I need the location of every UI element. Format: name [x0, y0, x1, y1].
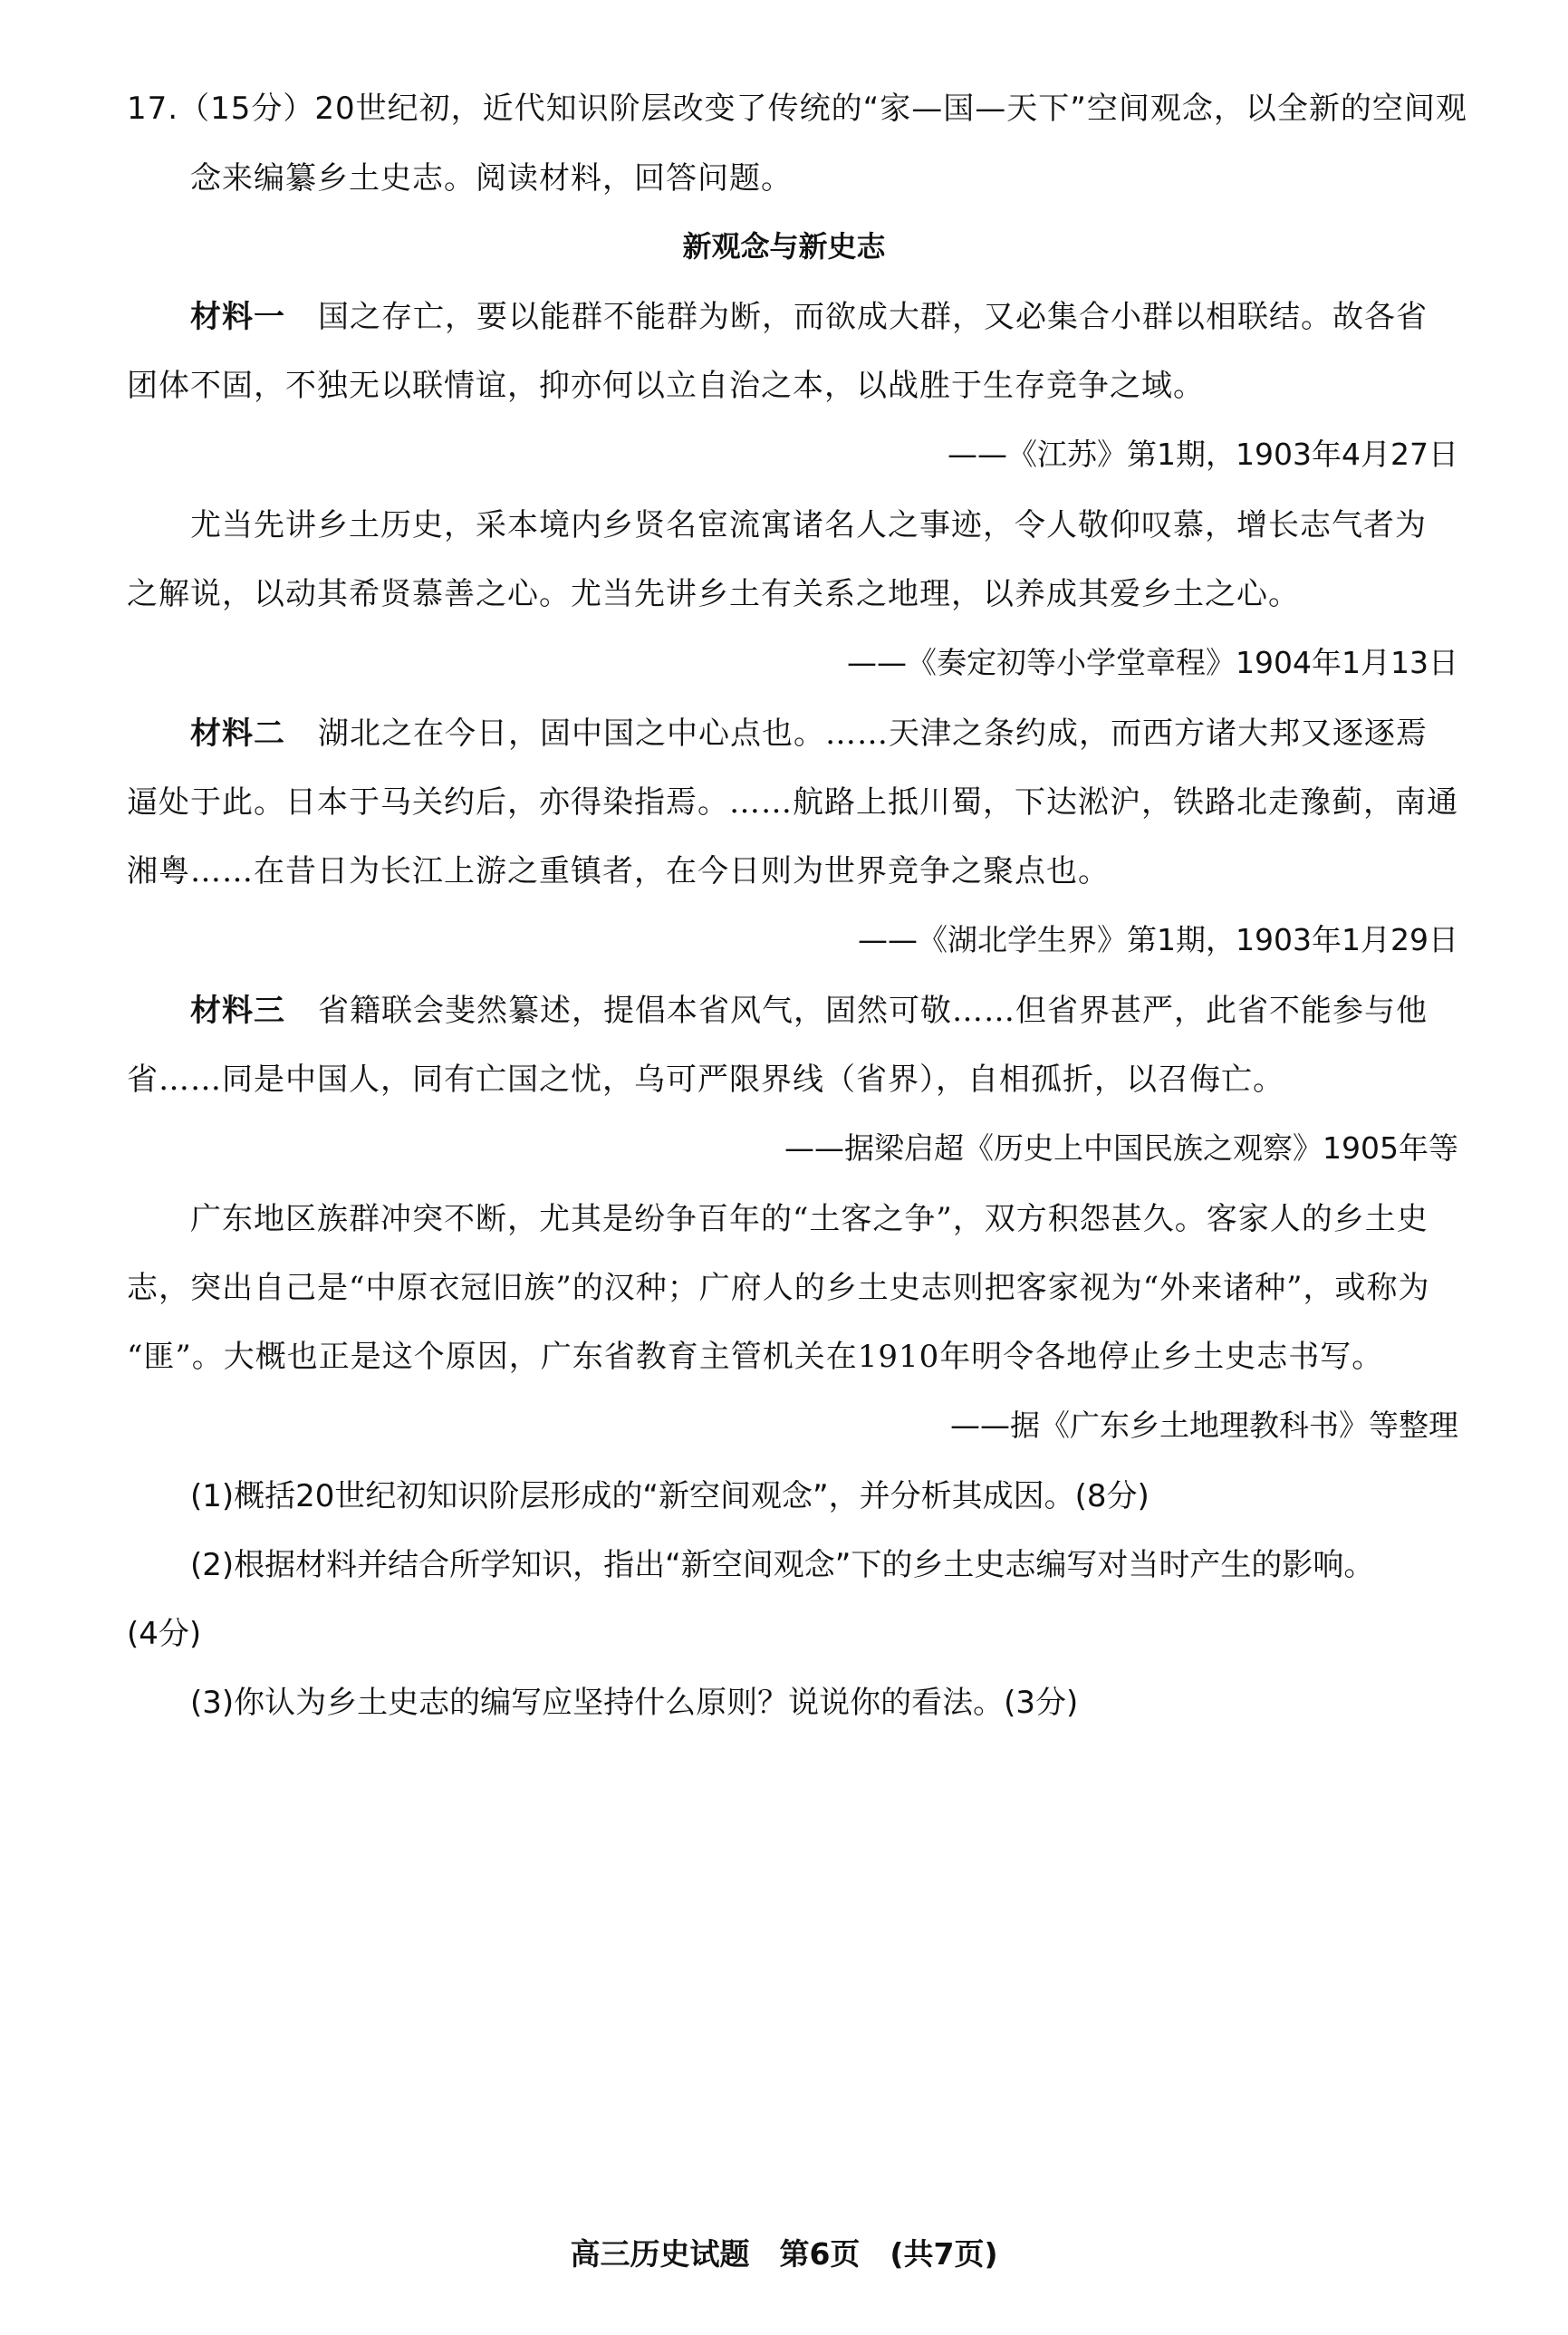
material3-line1 — [190, 991, 1458, 1031]
material2-line2: 逼处于此。日本于马关约后，亦得染指焉。……航路上抵川蜀，下达淞沪，铁路北走豫蓟，南通 — [127, 784, 1458, 821]
question-stem-line2: 念来编纂乡土史志。阅读材料，回答问题。 — [190, 160, 793, 197]
sub-question-2-line2: (4分) — [127, 1616, 202, 1652]
material1-source1: ——《江苏》第1期，1903年4月27日 — [948, 437, 1458, 472]
material3-p2-line3: “匪”。大概也正是这个原因，广东省教育主管机关在1910年明令各地停止乡土史志书写。 — [127, 1339, 1384, 1375]
material1-p2-line1: 尤当先讲乡土历史，采本境内乡贤名宦流寓诸名人之事迹，令人敬仰叹慕，增长志气者为 — [190, 507, 1427, 543]
material3-label: 材料三 — [190, 993, 285, 1029]
material2-label: 材料二 — [190, 716, 285, 752]
material1-p2-line2: 之解说，以动其希贤慕善之心。尤当先讲乡土有关系之地理，以养成其爱乡土之心。 — [127, 576, 1300, 612]
material1-line1 — [190, 297, 1458, 337]
question-number: 17.（15分） — [127, 91, 315, 127]
material1-source2: ——《奏定初等小学堂章程》1904年1月13日 — [847, 645, 1458, 680]
section-title: 新观念与新史志 — [682, 229, 886, 264]
material2-source: ——《湖北学生界》第1期，1903年1月29日 — [858, 922, 1458, 957]
material3-p2-line1: 广东地区族群冲突不断，尤其是纷争百年的“土客之争”，双方积怨甚久。客家人的乡土史 — [190, 1201, 1429, 1237]
material1-text1: 国之存亡，要以能群不能群为断，而欲成大群，又必集合小群以相联结。故各省 — [318, 299, 1428, 335]
sub-question-1: (1)概括20世纪初知识阶层形成的“新空间观念”，并分析其成因。(8分) — [190, 1478, 1150, 1514]
material2-line1 — [190, 714, 1458, 754]
material3-line2: 省……同是中国人，同有亡国之忧，乌可严限界线（省界），自相孤折，以召侮亡。 — [127, 1062, 1284, 1098]
question-stem-text1: 20世纪初，近代知识阶层改变了传统的“家—国—天下”空间观念，以全新的空间观 — [314, 91, 1467, 127]
sub-question-3: (3)你认为乡土史志的编写应坚持什么原则？说说你的看法。(3分) — [190, 1685, 1079, 1721]
material3-source1: ——据梁启超《历史上中国民族之观察》1905年等 — [784, 1130, 1458, 1166]
material2-line3: 湘粤……在昔日为长江上游之重镇者，在今日则为世界竞争之聚点也。 — [127, 853, 1110, 889]
material3-p2-line2: 志，突出自己是“中原衣冠旧族”的汉种；广府人的乡土史志则把客家视为“外来诸种”，或称为 — [127, 1270, 1430, 1306]
material1-line2: 团体不固，不独无以联情谊，抑亦何以立自治之本，以战胜于生存竞争之域。 — [127, 368, 1205, 404]
sub-question-2-line1: (2)根据材料并结合所学知识，指出“新空间观念”下的乡土史志编写对当时产生的影响。 — [190, 1547, 1375, 1583]
material3-text1: 省籍联会斐然纂述，提倡本省风气，固然可敬……但省界甚严，此省不能参与他 — [318, 993, 1428, 1029]
material3-source2: ——据《广东乡土地理教科书》等整理 — [950, 1408, 1458, 1443]
page-footer: 高三历史试题 第6页 (共7页) — [570, 2236, 998, 2272]
question-stem-line1 — [127, 89, 1467, 129]
material1-label: 材料一 — [190, 299, 285, 335]
material2-text1: 湖北之在今日，固中国之中心点也。……天津之条约成，而西方诸大邦又逐逐焉 — [318, 716, 1428, 752]
